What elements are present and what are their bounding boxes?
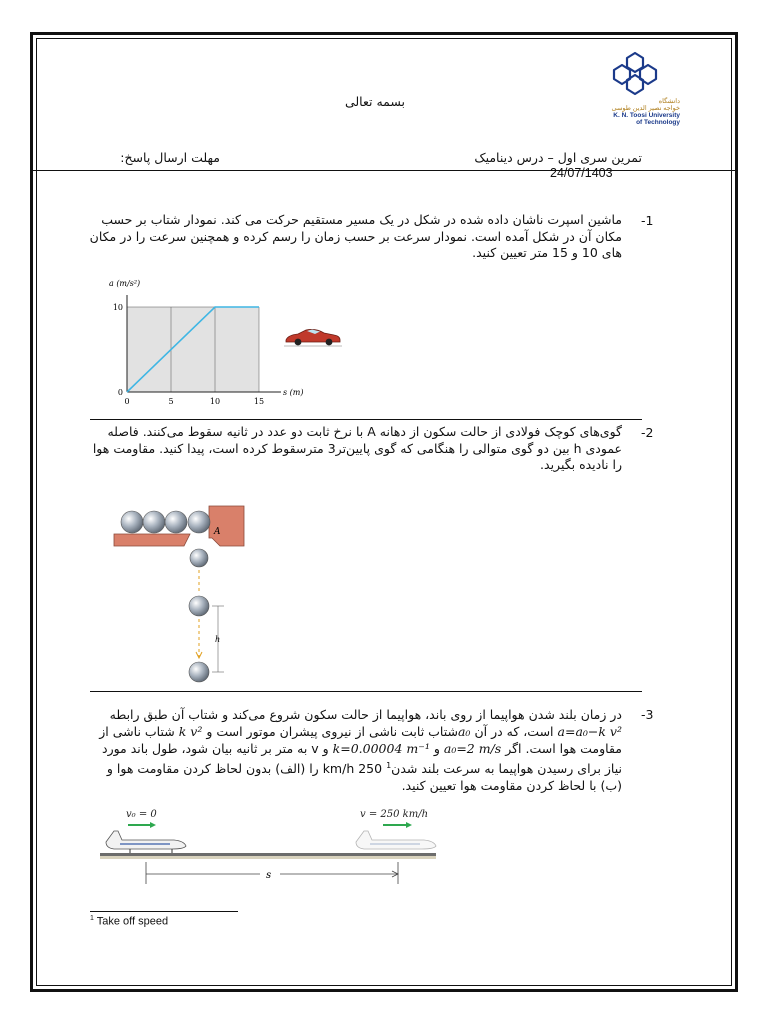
logo-fa-line2: خواجه نصیر الدین طوسی (611, 105, 680, 112)
basmala: بسمه تعالی (344, 94, 406, 109)
q2-label-h: h (215, 635, 221, 644)
q3-text-part5: و v به متر بر ثانیه بیان شود، طول باند مورد نیاز برای رسیدن هواپیما به سرعت بلند شدن (102, 741, 622, 777)
chart-x-tick-label: 0 (124, 397, 130, 406)
q1-number: -1 (641, 213, 654, 228)
q3-footnote-ref: 1 (386, 761, 392, 770)
q2-text: گوی‌های کوچک فولادی از حالت سکون از دهانه A با نرخ ثابت دو عدد در ثانیه سقوط می‌کنند. فاصله عمودی h بین دو گوی متوالی را هنگامی که گوی پایین‌تر3 مترسقوط کرده است، پیدا کنید. مقاومت هوا را نادیده بگیرید. (92, 424, 622, 472)
chart-x-tick-label: 5 (168, 397, 174, 406)
airplane-end-icon (356, 831, 436, 849)
logo-en-line2: of Technology (636, 119, 680, 126)
q2-number: -2 (641, 425, 654, 440)
q3-text-and: و (433, 741, 440, 756)
airplane-start-icon (106, 831, 186, 853)
q3-label-v0: v₀ = 0 (126, 809, 157, 820)
university-logo (598, 48, 680, 126)
logo-en-line1: K. N. Toosi University (613, 112, 680, 119)
knt-logo-icon (610, 48, 660, 98)
q3-kv2-symbol: k v² (178, 724, 203, 739)
footnote (90, 915, 168, 928)
q3-text-part1: در زمان بلند شدن هواپیما از روی باند، هواپیما از حالت سکون شروع می‌کند و شتاب آن طبق رابطه (109, 707, 622, 722)
chart-x-tick-label: 15 (253, 397, 265, 406)
q2-label-a: A (214, 527, 221, 537)
q1-text: ماشین اسپرت ناشان داده شده در شکل در یک مسیر مستقیم حرکت می کند. نمودار شتاب بر حسب مکان آن در شکل آمده است. نمودار سرعت بر حسب زمان را رسم کرده و همچنین سرعت را در مکان های 10 و 15 متر تعیین کنید. (89, 212, 622, 260)
q3-text-part3: شتاب ثابت ناشی از نیروی پیشران موتور است و (206, 724, 458, 739)
logo-fa-line1: دانشگاه (658, 98, 680, 105)
chart-y-tick-label: 10 (112, 303, 123, 312)
q3-label-v: v = 250 km/h (360, 809, 429, 820)
chart-area-fill (127, 307, 259, 392)
chart-x-tick-label: 10 (209, 397, 221, 406)
q3-runway-figure (100, 806, 445, 886)
header-divider (32, 170, 736, 171)
chart-y-label: a (m/s²) (109, 279, 141, 288)
chart-x-label: s (m) (283, 388, 304, 397)
q3-text-part4: شتاب ناشی از مقاومت هوا است. اگر (99, 724, 622, 756)
q2-divider (90, 691, 642, 692)
q3-a0-symbol: a₀ (457, 724, 471, 739)
q3-text-part2: است، که در آن (474, 724, 554, 739)
chart-y-tick-label: 0 (117, 388, 123, 397)
q1-acceleration-chart (105, 276, 310, 412)
q3-text (88, 706, 622, 794)
q3-eq-accel: a=a₀−k v² (557, 724, 622, 739)
course-title: تمرین سری اول – درس دینامیک (474, 150, 642, 165)
q2-steel-balls-figure (112, 500, 252, 690)
footnote-mark: 1 (90, 915, 94, 922)
q1-divider (90, 419, 642, 420)
q3-a0-value: a₀=2 m/s (443, 741, 502, 756)
footnote-text: Take off speed (96, 915, 169, 928)
deadline-label: مهلت ارسال پاسخ: (120, 150, 220, 165)
date: 24/07/1403 (550, 166, 613, 180)
q3-number: -3 (641, 707, 654, 722)
footnote-rule (90, 911, 238, 912)
q3-label-s: s (266, 870, 272, 881)
q3-k-value: k=0.00004 m⁻¹ (332, 741, 430, 756)
sports-car-icon (282, 326, 344, 348)
q3-text-part6: 250 km/h را (الف) بدون لحاظ کردن مقاومت هوا و (ب) با لحاظ کردن مقاومت هوا تعیین کنید. (106, 761, 622, 794)
